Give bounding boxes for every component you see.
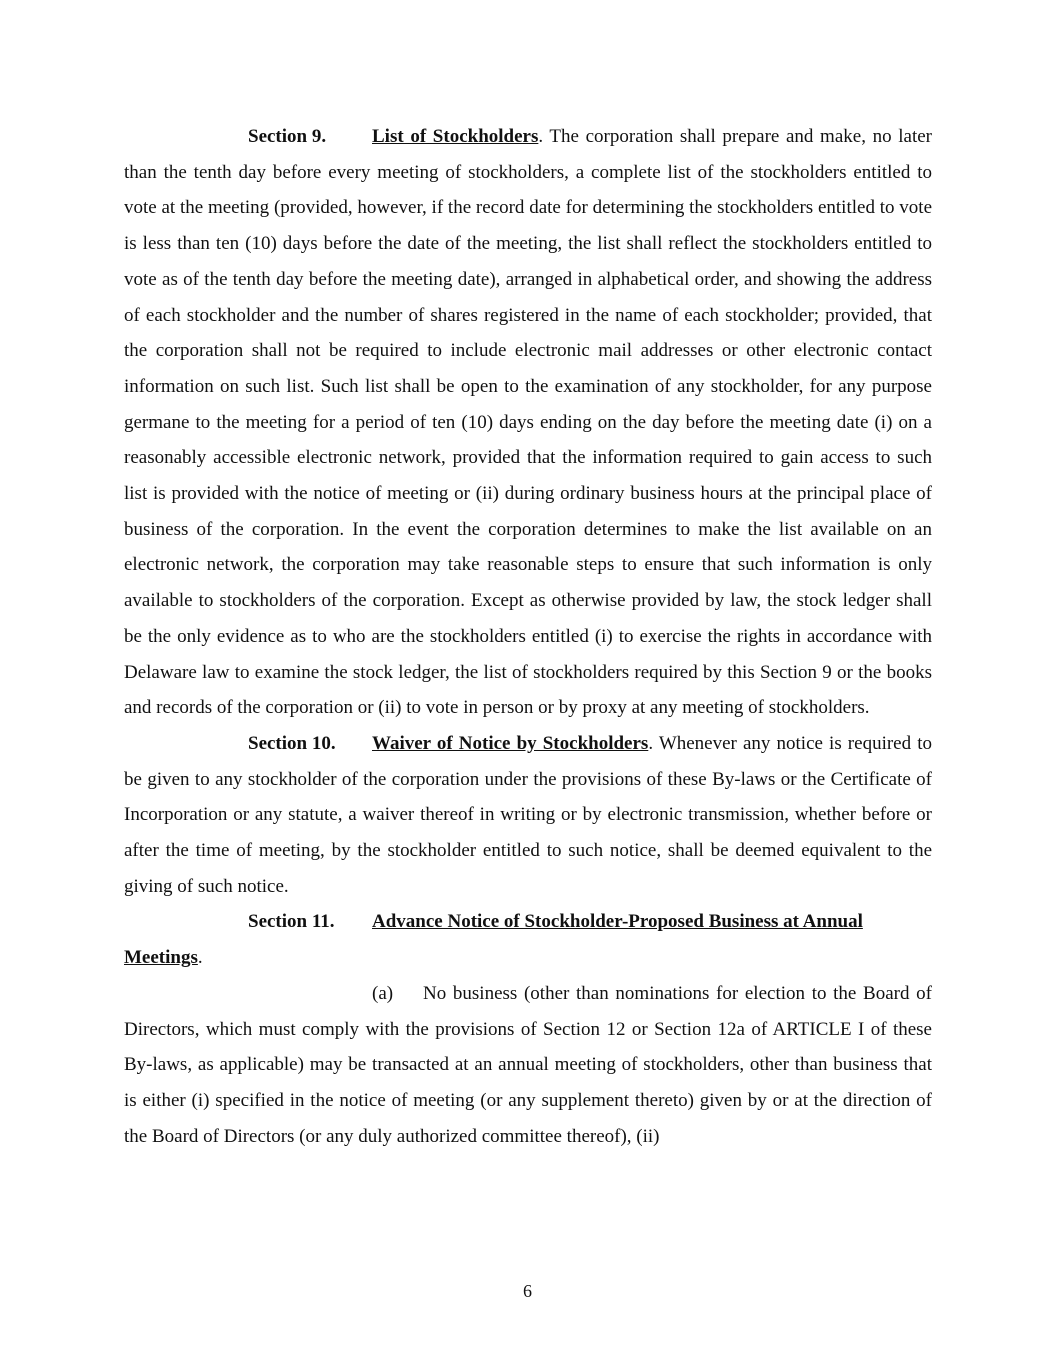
page-number: 6 (523, 1281, 532, 1301)
section-10-paragraph (124, 726, 932, 905)
section-11-paragraph (124, 904, 932, 975)
section-9-number: Section 9. (248, 126, 327, 147)
section-9-paragraph (124, 119, 932, 726)
document-body (124, 119, 932, 1154)
section-9-text: . The corporation shall prepare and make, no later than the tenth day before every meeting of stockholders, a complete list of the stockholders entitled to vote at the meeting (provided, however, if the record date for determining the stockholders entitled to vote is less than ten (10) days before the date of the meeting, the list shall reflect the stockholders entitled to vote as of the tenth day before the meeting date), arranged in alphabetical order, and showing the address of each stockholder and the number of shares registered in the name of each stockholder; provided, that the corporation shall not be required to include electronic mail addresses or other electronic contact information on such list. Such list shall be open to the examination of any stockholder, for any purpose germane to the meeting for a period of ten (10) days ending on the day before the meeting date (i) on a reasonably accessible electronic network, provided that the information required to gain access to such list is provided with the notice of meeting or (ii) during ordinary business hours at the principal place of business of the corporation. In the event the corporation determines to make the list available on an electronic network, the corporation may take reasonable steps to ensure that such information is only available to stockholders of the corporation. Except as otherwise provided by law, the stock ledger shall be the only evidence as to who are the stockholders entitled (i) to exercise the rights in accordance with Delaware law to examine the stock ledger, the list of stockholders required by this Section 9 or the books and records of the corporation or (ii) to vote in person or by proxy at any meeting of stockholders. (124, 126, 932, 719)
subparagraph-a (124, 976, 932, 1155)
section-11-number: Section 11. (248, 911, 335, 933)
section-10-text: . Whenever any notice is required to be given to any stockholder of the corporation under the provisions of these By-laws or the Certificate of Incorporation or any statute, a waiver thereof in writing or by electronic transmission, whether before or after the time of meeting, by the stockholder entitled to such notice, shall be deemed equivalent to the giving of such notice. (124, 732, 932, 897)
section-10-title: Waiver of Notice by Stockholders (372, 732, 649, 754)
subparagraph-a-label: (a) (372, 982, 394, 1004)
subparagraph-a-text: No business (other than nominations for election to the Board of Directors, which must comply with the provisions of Section 12 or Section 12a of ARTICLE I of these By-laws, as applicable) may be transacted at an annual meeting of stockholders, other than business that is either (i) specified in the notice of meeting (or any supplement thereto) given by or at the direction of the Board of Directors (or any duly authorized committee thereof), (ii) (124, 982, 932, 1147)
section-11-title: Advance Notice of Stockholder-Proposed Business at Annual Meetings (124, 911, 863, 969)
section-10-number: Section 10. (248, 732, 336, 754)
section-11-text: . (197, 947, 203, 969)
section-9-title: List of Stockholders (372, 126, 539, 147)
